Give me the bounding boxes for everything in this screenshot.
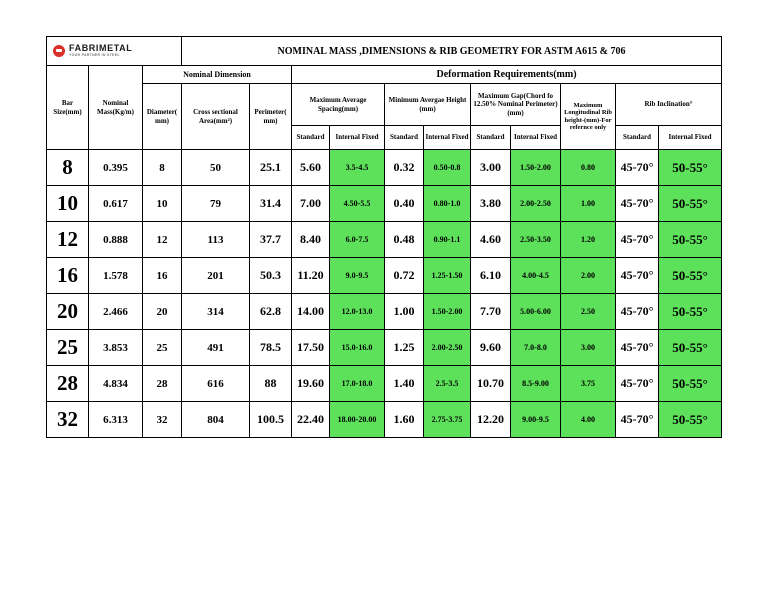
cell-height-internal: 2.75-3.75 [424,402,471,438]
cell-incl-internal: 50-55° [659,150,722,186]
cell-diameter: 12 [143,222,182,258]
table-row [47,222,722,258]
table-row [47,186,722,222]
cell-bar-size: 20 [47,294,89,330]
header-nominal-dimension: Nominal Dimension [143,66,292,84]
cell-area: 491 [182,330,250,366]
cell-height-standard: 0.48 [385,222,424,258]
cell-spacing-internal: 18.00-20.00 [330,402,385,438]
brand-logo-icon [53,45,65,57]
cell-gap-internal: 8.5-9.00 [511,366,561,402]
table-body [47,37,722,438]
cell-incl-standard: 45-70° [616,150,659,186]
cell-nominal-mass: 4.834 [89,366,143,402]
cell-spacing-standard: 19.60 [292,366,330,402]
cell-nominal-mass: 6.313 [89,402,143,438]
cell-longitudinal: 2.00 [561,258,616,294]
cell-bar-size: 25 [47,330,89,366]
cell-incl-standard: 45-70° [616,258,659,294]
cell-gap-internal: 4.00-4.5 [511,258,561,294]
cell-incl-standard: 45-70° [616,294,659,330]
table-row [47,366,722,402]
subheader-spacing-internal: Internal Fixed [330,126,385,150]
brand-name: FABRIMETAL [69,43,133,54]
header-area: Cross sectional Area(mm²) [182,84,250,150]
header-longitudinal: Maximum Longitudinal Rib height-(mm)-For refernce only [561,84,616,150]
cell-gap-internal: 9.00-9.5 [511,402,561,438]
cell-longitudinal: 2.50 [561,294,616,330]
cell-nominal-mass: 2.466 [89,294,143,330]
cell-diameter: 28 [143,366,182,402]
cell-incl-standard: 45-70° [616,402,659,438]
table-row [47,150,722,186]
cell-area: 616 [182,366,250,402]
cell-height-standard: 0.40 [385,186,424,222]
table-row [47,258,722,294]
cell-perimeter: 88 [250,366,292,402]
title-row [47,37,722,66]
subheader-gap-standard: Standard [471,126,511,150]
cell-longitudinal: 4.00 [561,402,616,438]
subheader-height-standard: Standard [385,126,424,150]
cell-diameter: 16 [143,258,182,294]
cell-height-internal: 2.00-2.50 [424,330,471,366]
cell-diameter: 20 [143,294,182,330]
cell-height-internal: 1.50-2.00 [424,294,471,330]
cell-spacing-internal: 15.0-16.0 [330,330,385,366]
group-header-row [47,66,722,84]
cell-perimeter: 78.5 [250,330,292,366]
cell-gap-internal: 5.00-6.00 [511,294,561,330]
cell-area: 113 [182,222,250,258]
cell-incl-internal: 50-55° [659,222,722,258]
header-spacing: Maximum Average Spacing(mm) [292,84,385,126]
subheader-height-internal: Internal Fixed [424,126,471,150]
cell-area: 79 [182,186,250,222]
cell-gap-internal: 1.50-2.00 [511,150,561,186]
header-deformation: Deformation Requirements(mm) [292,66,722,84]
cell-incl-internal: 50-55° [659,258,722,294]
cell-height-standard: 1.40 [385,366,424,402]
table-row [47,330,722,366]
cell-gap-standard: 6.10 [471,258,511,294]
subheader-incl-standard: Standard [616,126,659,150]
cell-spacing-standard: 11.20 [292,258,330,294]
cell-incl-standard: 45-70° [616,186,659,222]
subheader-gap-internal: Internal Fixed [511,126,561,150]
cell-nominal-mass: 0.888 [89,222,143,258]
brand-tagline: YOUR PARTNER IN STEEL [69,53,120,58]
header-inclination: Rib Inclination° [616,84,722,126]
cell-incl-internal: 50-55° [659,366,722,402]
cell-nominal-mass: 0.395 [89,150,143,186]
cell-spacing-internal: 9.0-9.5 [330,258,385,294]
cell-perimeter: 50.3 [250,258,292,294]
subheader-incl-internal: Internal Fixed [659,126,722,150]
cell-perimeter: 25.1 [250,150,292,186]
cell-spacing-internal: 4.50-5.5 [330,186,385,222]
header-gap: Maximum Gap(Chord fo 12.50% Nominal Perimeter) (mm) [471,84,561,126]
header-perimeter: Perimeter( mm) [250,84,292,150]
cell-spacing-standard: 7.00 [292,186,330,222]
cell-gap-internal: 7.0-8.0 [511,330,561,366]
cell-perimeter: 62.8 [250,294,292,330]
subheader-spacing-standard: Standard [292,126,330,150]
cell-height-internal: 2.5-3.5 [424,366,471,402]
cell-area: 201 [182,258,250,294]
cell-perimeter: 100.5 [250,402,292,438]
cell-height-internal: 0.90-1.1 [424,222,471,258]
cell-incl-internal: 50-55° [659,330,722,366]
header-height: Minimum Avergae Height (mm) [385,84,471,126]
cell-incl-internal: 50-55° [659,186,722,222]
cell-spacing-internal: 12.0-13.0 [330,294,385,330]
cell-bar-size: 28 [47,366,89,402]
table-row [47,402,722,438]
cell-gap-standard: 7.70 [471,294,511,330]
cell-incl-internal: 50-55° [659,294,722,330]
cell-spacing-internal: 6.0-7.5 [330,222,385,258]
cell-spacing-standard: 22.40 [292,402,330,438]
cell-diameter: 8 [143,150,182,186]
cell-gap-standard: 3.80 [471,186,511,222]
cell-incl-standard: 45-70° [616,222,659,258]
cell-bar-size: 8 [47,150,89,186]
cell-gap-standard: 9.60 [471,330,511,366]
cell-gap-internal: 2.50-3.50 [511,222,561,258]
cell-spacing-standard: 8.40 [292,222,330,258]
cell-bar-size: 16 [47,258,89,294]
cell-perimeter: 31.4 [250,186,292,222]
cell-spacing-standard: 14.00 [292,294,330,330]
cell-incl-standard: 45-70° [616,330,659,366]
cell-gap-internal: 2.00-2.50 [511,186,561,222]
table-row [47,294,722,330]
brand-logo-cell [47,37,182,66]
cell-nominal-mass: 3.853 [89,330,143,366]
cell-bar-size: 32 [47,402,89,438]
cell-height-internal: 0.80-1.0 [424,186,471,222]
cell-longitudinal: 1.20 [561,222,616,258]
header-diameter: Diameter( mm) [143,84,182,150]
cell-longitudinal: 0.80 [561,150,616,186]
cell-gap-standard: 3.00 [471,150,511,186]
cell-bar-size: 12 [47,222,89,258]
cell-bar-size: 10 [47,186,89,222]
cell-diameter: 32 [143,402,182,438]
cell-spacing-standard: 17.50 [292,330,330,366]
cell-spacing-internal: 3.5-4.5 [330,150,385,186]
cell-nominal-mass: 0.617 [89,186,143,222]
cell-nominal-mass: 1.578 [89,258,143,294]
table-title: NOMINAL MASS ,DIMENSIONS & RIB GEOMETRY FOR ASTM A615 & 706 [182,37,722,66]
cell-height-standard: 0.32 [385,150,424,186]
cell-perimeter: 37.7 [250,222,292,258]
cell-spacing-standard: 5.60 [292,150,330,186]
rebar-spec-table [46,36,722,438]
column-header-row [47,84,722,126]
cell-diameter: 10 [143,186,182,222]
cell-height-standard: 1.25 [385,330,424,366]
cell-area: 804 [182,402,250,438]
cell-height-standard: 0.72 [385,258,424,294]
cell-diameter: 25 [143,330,182,366]
cell-gap-standard: 12.20 [471,402,511,438]
cell-gap-standard: 4.60 [471,222,511,258]
cell-height-internal: 0.50-0.8 [424,150,471,186]
cell-area: 314 [182,294,250,330]
cell-height-standard: 1.60 [385,402,424,438]
cell-spacing-internal: 17.0-18.0 [330,366,385,402]
cell-longitudinal: 1.00 [561,186,616,222]
cell-incl-internal: 50-55° [659,402,722,438]
cell-area: 50 [182,150,250,186]
cell-longitudinal: 3.00 [561,330,616,366]
cell-gap-standard: 10.70 [471,366,511,402]
header-bar-size: Bar Size(mm) [47,66,89,150]
cell-longitudinal: 3.75 [561,366,616,402]
header-nominal-mass: Nominal Mass(Kg/m) [89,66,143,150]
cell-height-standard: 1.00 [385,294,424,330]
cell-incl-standard: 45-70° [616,366,659,402]
cell-height-internal: 1.25-1.50 [424,258,471,294]
